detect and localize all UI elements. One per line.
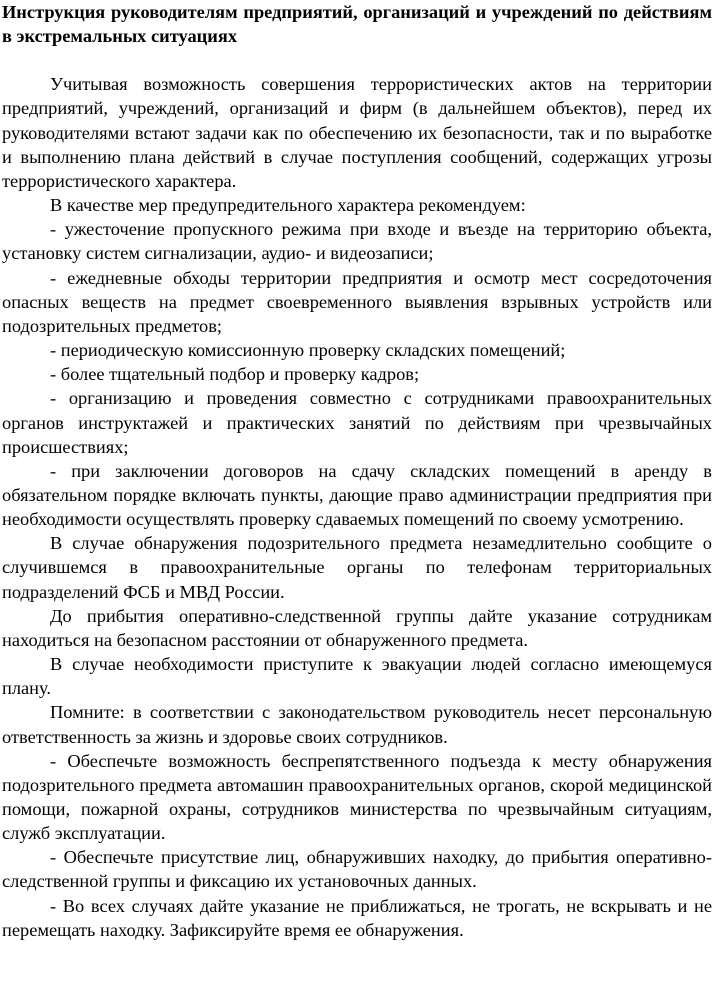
document-body — [2, 72, 712, 942]
list-item-witnesses: - Обеспечьте присутствие лиц, обнаруживших находку, до прибытия оперативно-следственной группы и фиксацию их установочных данных. — [2, 847, 712, 892]
list-item-access-control: - ужесточение пропускного режима при входе и въезде на территорию объекта, установку систем сигнализации, аудио- и видеозаписи; — [2, 219, 712, 264]
paragraph-intro: Учитывая возможность совершения террористических актов на территории предприятий, учреждений, организаций и фирм (в дальнейшем объектов), перед их руководителями встают задачи как по обеспечению их безопасности, так и по выработке и выполнению плана действий в случае поступления сообщений, содержащих угрозы террористического характера. — [2, 74, 712, 191]
title-spacer — [2, 48, 712, 72]
list-item-vehicle-access: - Обеспечьте возможность беспрепятственного подъезда к месту обнаружения подозрительного предмета автомашин правоохранительных органов, скорой медицинской помощи, пожарной охраны, сотрудников министерства по чрезвычайным ситуациям, служб эксплуатации. — [2, 750, 712, 844]
list-item-lease-contracts: - при заключении договоров на сдачу складских помещений в аренду в обязательном порядке включать пункты, дающие право администрации предприятия при необходимости осуществлять проверку сдаваемых помещений по своему усмотрению. — [2, 460, 712, 530]
list-item-joint-training: - организацию и проведения совместно с сотрудниками правоохранительных органов инструктажей и практических занятий по действиям при чрезвычайных происшествиях; — [2, 388, 712, 457]
paragraph-suspicious-object: В случае обнаружения подозрительного предмета незамедлительно сообщите о случившемся в правоохранительные органы по телефонам территориальных подразделений ФСБ и МВД России. — [2, 533, 712, 602]
list-item-personnel-selection: - более тщательный подбор и проверку кадров; — [50, 364, 420, 385]
paragraph-measures-heading: В качестве мер предупредительного характера рекомендуем: — [50, 195, 526, 216]
list-item-do-not-touch: - Во всех случаях дайте указание не приближаться, не трогать, не вскрывать и не перемещать находку. Зафиксируйте время ее обнаружения. — [2, 895, 712, 940]
list-item-daily-inspection: - ежедневные обходы территории предприятия и осмотр мест сосредоточения опасных веществ на предмет своевременного выявления взрывных устройств или подозрительных предметов; — [2, 267, 712, 336]
list-item-warehouse-check: - периодическую комиссионную проверку складских помещений; — [50, 340, 566, 361]
paragraph-evacuation: В случае необходимости приступите к эвакуации людей согласно имеющемуся плану. — [2, 654, 712, 699]
document-title: Инструкция руководителям предприятий, организаций и учреждений по действиям в экстремальных ситуациях — [2, 2, 712, 47]
paragraph-safe-distance: До прибытия оперативно-следственной группы дайте указание сотрудникам находиться на безопасном расстоянии от обнаруженного предмета. — [2, 605, 712, 650]
paragraph-responsibility: Помните: в соответствии с законодательством руководитель несет персональную ответственность за жизнь и здоровье своих сотрудников. — [2, 702, 712, 747]
